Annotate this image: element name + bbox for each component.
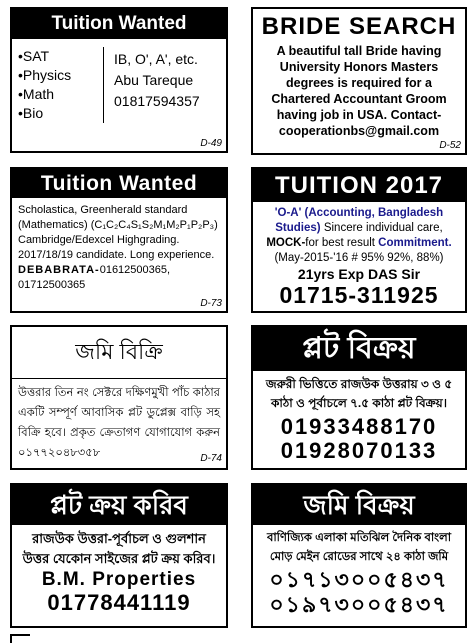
- subject-list: [18, 47, 104, 123]
- ad-tuition-wanted-1: [10, 7, 228, 153]
- ad-body: রাজউক উত্তরা-পূর্বাচল ও গুলশান উত্তর যেকোন সাইজের প্লট ক্রয় করিব।: [22, 531, 216, 566]
- ad-title: প্লট ক্রয় করিব: [12, 485, 226, 525]
- contact-phone: 01715-311925: [279, 282, 439, 308]
- contact-phone: 01612500365,: [99, 264, 171, 276]
- ad-body: বাণিজ্যিক এলাকা মতিঝিল দৈনিক বাংলা মোড় মেইন রোডের সাথে ২৪ কাঠা জমি: [266, 532, 452, 563]
- ad-bride-search: [251, 7, 467, 155]
- list-item: • Physics: [18, 66, 99, 85]
- company-name: B.M. Properties: [41, 569, 197, 590]
- contact-name: Abu Tareque: [114, 72, 194, 88]
- levels-text: IB, O', A', etc.: [114, 51, 198, 67]
- ad-title: Tuition Wanted: [12, 9, 226, 39]
- ad-land-sale: [10, 325, 228, 470]
- ad-title: প্লট বিক্রয়: [253, 327, 465, 371]
- care-text: Sincere individual care,: [323, 222, 443, 234]
- ad-code: D-73: [200, 298, 222, 309]
- ad-plot-purchase: [10, 483, 228, 628]
- contact-phone: 01817594357: [114, 93, 200, 109]
- contact-phone-2: 01712500365: [18, 279, 86, 291]
- ad-code: D-52: [439, 140, 461, 151]
- ad-tuition-wanted-2: [10, 167, 228, 313]
- ad-body: Scholastica, Greenherald standard (Mathematics) (C₁C₂C₄S₁S₂M₁M₂P₁P₂P₃) Cambridge/Edexcel Highgrading. 2017/18/19 candidate. Long experience.: [18, 204, 218, 261]
- next-ad-border: [10, 634, 30, 643]
- contact-phone-2: ০১৯৭৩০০৫৪৩৭: [269, 592, 449, 617]
- ad-title: Tuition Wanted: [12, 169, 226, 198]
- ad-body: উত্তরার তিন নং সেক্টরে দক্ষিণমুখী পাঁচ কাঠার একটি সম্পূর্ণ আবাসিক প্লট ডুপ্লেক্স বাড়ি সহ বিক্রি হবে। প্রকৃত ক্রেতাগণ যোগাযোগ করুন ০১৭৭২০৪৮৩৫৮: [18, 387, 220, 459]
- result-text: for best result: [305, 237, 375, 249]
- ad-plot-sale: [251, 325, 467, 470]
- ad-title: BRIDE SEARCH: [261, 13, 457, 40]
- list-item: • Math: [18, 85, 99, 104]
- ad-body: A beautiful tall Bride having University Honors Masters degrees is required for a Chartered Accountant Groom having job in USA. Contact-cooperationbs@gmail.com: [271, 44, 447, 138]
- list-item: • Bio: [18, 104, 99, 123]
- commitment-text: Commitment.: [378, 237, 452, 249]
- ad-body: জরুরী ভিত্তিতে রাজউক উত্তরায় ৩ ও ৫ কাঠা ও পূর্বাচলে ৭.৫ কাঠা প্লট বিক্রয়।: [265, 377, 453, 410]
- experience-text: 21yrs Exp DAS Sir: [297, 266, 421, 282]
- ad-code: D-49: [200, 138, 222, 149]
- ad-title: জমি বিক্রয়: [253, 485, 465, 525]
- contact-block: [104, 47, 200, 123]
- contact-phone: 01933488170: [280, 414, 438, 439]
- list-item: • SAT: [18, 47, 99, 66]
- results-text: (May-2015-'16 # 95% 92%, 88%): [274, 252, 444, 264]
- contact-phone: 01778441119: [47, 590, 191, 615]
- ad-title: জমি বিক্রি: [12, 327, 226, 379]
- ad-title: TUITION 2017: [253, 169, 465, 202]
- ad-code: D-74: [200, 453, 222, 464]
- contact-phone: ০১৭১৩০০৫৪৩৭: [269, 567, 449, 592]
- contact-name: DEBABRATA-: [18, 264, 100, 276]
- ad-land-sale-motijheel: [251, 483, 467, 628]
- subjects-text: 'O-A' (Accounting, Bangladesh Studies): [274, 207, 444, 234]
- ad-tuition-2017: [251, 167, 467, 313]
- mock-label: MOCK-: [266, 237, 306, 249]
- contact-phone-2: 01928070133: [280, 438, 438, 463]
